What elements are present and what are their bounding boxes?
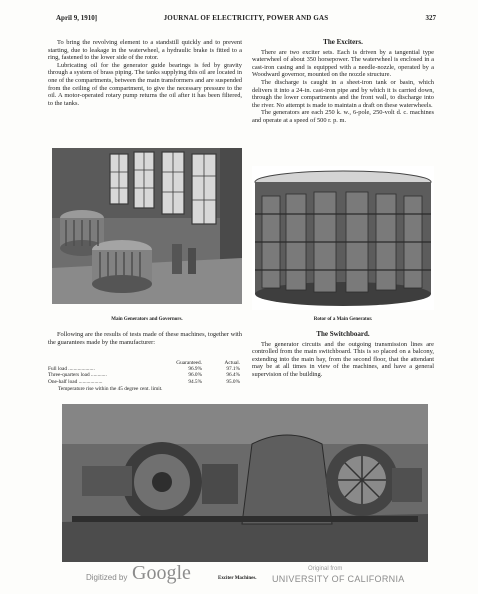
header-guaranteed: Guaranteed.	[176, 360, 202, 366]
row-label: Full load ....................	[48, 366, 95, 373]
left-column-top	[48, 39, 242, 107]
google-logo-text: Google	[132, 562, 191, 584]
paragraph-hydraulic-brake: To bring the revolving element to a standstill quickly and to prevent starting, due to leakage in the waterwheel, a hydraulic brake is fitted to a ring, fastened to the lower side of the rotor.	[48, 39, 242, 62]
caption-rotor: Rotor of a Main Generator.	[313, 317, 373, 322]
header-actual: Actual.	[224, 360, 240, 366]
paragraph-discharge: The discharge is caught in a sheet-iron tank or basin, which delivers it into a 24-in. cast-iron pipe and by which it is carried down, through the lower compartments and the front wall, to discharge into the river. No attempt is made to maintain a draft on these waterwheels.	[252, 78, 434, 109]
row-guaranteed: 96.9%	[188, 366, 202, 373]
paragraph-exciter-sets: There are two exciter sets. Each is driven by a tangential type waterwheel of about 350 horsepower. The waterwheel is enclosed in a cast-iron casing and is equipped with a needle-nozzle, operated by a Woodward governor, mounted on the nozzle structure.	[252, 48, 434, 79]
row-actual: 95.0%	[226, 378, 240, 385]
temperature-note: Temperature rise within the 45 degree cent. limit.	[58, 385, 163, 392]
paragraph-lubricating-oil: Lubricating oil for the generator guide bearings is fed by gravity through a system of brass piping. The tanks supplying this oil are located in one of the compartments, between the main transformers and are suspended from the ceiling of the compartment, to give the necessary pressure to the oil. A motor-operated rotary pump returns the oil after it has been filtered, to the tanks.	[48, 61, 242, 107]
photo-rotor	[252, 166, 434, 310]
photo-main-generators	[52, 148, 242, 304]
row-guaranteed: 96.0%	[188, 372, 202, 379]
row-actual: 96.4%	[226, 372, 240, 379]
right-column-bottom	[252, 331, 434, 379]
caption-main-generators: Main Generators and Governors.	[111, 317, 183, 322]
issue-date: April 9, 1910]	[56, 14, 98, 22]
caption-exciter-machines: Exciter Machines.	[218, 576, 257, 581]
tests-intro-block	[48, 331, 242, 346]
table-row	[48, 379, 243, 385]
switchboard-heading: The Switchboard.	[316, 330, 370, 338]
exciters-heading: The Exciters.	[323, 38, 363, 46]
row-label: One-half load ..................	[48, 378, 103, 385]
running-header	[56, 14, 436, 24]
paragraph-tests-intro: Following are the results of tests made of these machines, together with the guarantees made by the manufacturer:	[48, 331, 242, 346]
row-label: Three-quarters load ............	[48, 372, 107, 379]
journal-title: JOURNAL OF ELECTRICITY, POWER AND GAS	[163, 14, 329, 22]
tests-table	[48, 360, 243, 392]
page-number: 327	[425, 14, 436, 22]
row-guaranteed: 94.5%	[188, 378, 202, 385]
digitized-by-text: Digitized by	[86, 573, 128, 582]
photo-exciter-machines	[62, 404, 428, 562]
original-from-text: Original from	[308, 566, 343, 572]
paragraph-switchboard: The generator circuits and the outgoing transmission lines are controlled from the main switchboard. This is so placed on a balcony, extending into the main bay, from the second floor, that the attendant may be at all times in view of the machines, and have a general supervision of the building.	[252, 340, 434, 378]
right-column-top	[252, 39, 434, 125]
row-actual: 97.1%	[226, 366, 240, 373]
paragraph-generators: The generators are each 250 k. w., 6-pole, 250-volt d. c. machines and operate at a speed of 500 r. p. m.	[252, 109, 434, 124]
university-text: UNIVERSITY OF CALIFORNIA	[272, 574, 405, 584]
